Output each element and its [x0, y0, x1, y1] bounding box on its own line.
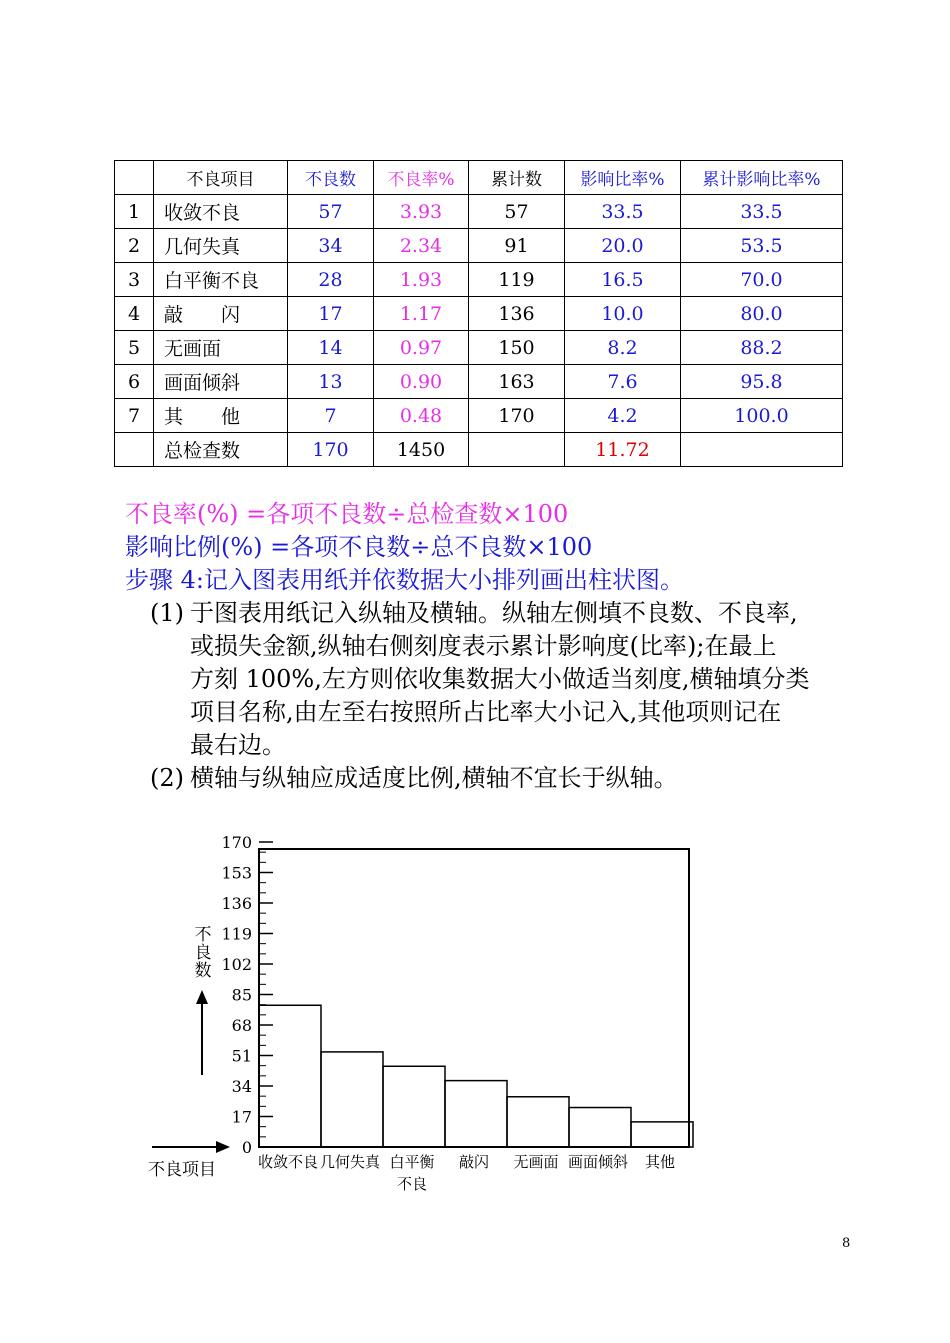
y-tick-label: 170 — [221, 833, 252, 852]
table-cell-index: 6 — [115, 365, 154, 399]
y-tick-label: 119 — [221, 924, 252, 944]
x-axis-arrowhead — [216, 1141, 230, 1153]
x-category-label: 几何失真 — [319, 1153, 381, 1171]
impact-ratio-formula: 影响比例(%) =各项不良数÷总不良数×100 — [125, 533, 593, 561]
table-cell-cumulative: 163 — [469, 365, 565, 399]
bar — [631, 1122, 693, 1147]
table-cell-defects: 14 — [288, 331, 374, 365]
table-cell-ratio: 16.5 — [565, 263, 681, 297]
bar — [569, 1108, 631, 1147]
y-tick-label: 153 — [221, 863, 252, 883]
header-cell-defects: 不良数 — [288, 161, 374, 195]
table-cell-defects: 17 — [288, 297, 374, 331]
table-cell-item: 几何失真 — [154, 229, 288, 263]
item1-line: 或损失金额,纵轴右侧刻度表示累计影响度(比率);在最上 — [190, 632, 777, 660]
table-cell-index: 4 — [115, 297, 154, 331]
table-cell-rate: 1.17 — [374, 297, 469, 331]
table-cell-index: 1 — [115, 195, 154, 229]
step4-heading: 步骤 4:记入图表用纸并依数据大小排列画出柱状图。 — [125, 566, 684, 594]
table-cell-index: 5 — [115, 331, 154, 365]
table-cell-defects: 7 — [288, 399, 374, 433]
x-category-label: 白平衡 — [389, 1153, 435, 1171]
table-cell-cum-ratio: 53.5 — [681, 229, 843, 263]
table-cell-defects: 13 — [288, 365, 374, 399]
bar — [383, 1066, 445, 1147]
table-cell-cum-ratio: 100.0 — [681, 399, 843, 433]
table-cell-cum-ratio: 80.0 — [681, 297, 843, 331]
table-cell-rate: 3.93 — [374, 195, 469, 229]
table-cell-total-inspected: 1450 — [374, 433, 469, 467]
table-cell-defects: 28 — [288, 263, 374, 297]
x-axis-title: 不良项目 — [148, 1160, 216, 1180]
y-tick-label: 68 — [231, 1016, 252, 1035]
table-cell-rate: 1.93 — [374, 263, 469, 297]
table-cell-cum-ratio: 33.5 — [681, 195, 843, 229]
table-cell-cumulative: 136 — [469, 297, 565, 331]
defect-rate-formula: 不良率(%) =各项不良数÷总检查数×100 — [125, 500, 569, 528]
y-axis-title: 数 — [194, 961, 212, 981]
y-tick-label: 136 — [221, 894, 252, 913]
table-cell-ratio: 33.5 — [565, 195, 681, 229]
table-cell-item: 白平衡不良 — [154, 263, 288, 297]
plot-frame — [259, 849, 689, 1147]
table-cell-cumulative: 150 — [469, 331, 565, 365]
item2-marker: (2) — [150, 764, 184, 792]
y-axis-title: 良 — [194, 943, 212, 963]
y-tick-label: 0 — [241, 1138, 252, 1157]
table-cell-total-label: 总检查数 — [154, 433, 288, 467]
table-cell-cum-ratio: 88.2 — [681, 331, 843, 365]
x-category-label: 画面倾斜 — [567, 1153, 629, 1171]
table-cell-cumulative: 119 — [469, 263, 565, 297]
header-cell-cum-ratio: 累计影响比率% — [681, 161, 843, 195]
y-tick-label: 85 — [231, 985, 252, 1005]
item1-line: 方刻 100%,左方则依收集数据大小做适当刻度,横轴填分类 — [190, 665, 810, 693]
table-cell-rate: 2.34 — [374, 229, 469, 263]
table-cell-ratio: 7.6 — [565, 365, 681, 399]
table-cell-cumulative: 170 — [469, 399, 565, 433]
bar — [445, 1081, 507, 1147]
table-cell-item: 收敛不良 — [154, 195, 288, 229]
header-cell-ratio: 影响比率% — [565, 161, 681, 195]
page-number: 8 — [842, 1236, 851, 1251]
x-category-label: 无画面 — [513, 1153, 559, 1171]
y-axis-arrowhead — [196, 990, 208, 1004]
table-cell-cumulative: 91 — [469, 229, 565, 263]
item1-line: 于图表用纸记入纵轴及横轴。纵轴左侧填不良数、不良率, — [190, 599, 798, 627]
item1-marker: (1) — [150, 599, 184, 627]
table-cell-item: 画面倾斜 — [154, 365, 288, 399]
table-cell-item: 其 他 — [154, 399, 288, 433]
y-tick-label: 51 — [231, 1046, 252, 1066]
table-cell-rate: 0.90 — [374, 365, 469, 399]
table-cell-ratio: 10.0 — [565, 297, 681, 331]
table-cell-defects: 57 — [288, 195, 374, 229]
x-category-label: 不良 — [396, 1175, 428, 1193]
header-cell-cumulative: 累计数 — [469, 161, 565, 195]
x-category-label: 收敛不良 — [257, 1153, 319, 1171]
bar — [507, 1097, 569, 1147]
table-cell-cum-ratio: 70.0 — [681, 263, 843, 297]
table-cell-index: 2 — [115, 229, 154, 263]
table-cell-ratio: 8.2 — [565, 331, 681, 365]
item1-line: 最右边。 — [190, 731, 286, 759]
table-cell-index: 3 — [115, 263, 154, 297]
x-category-label: 其他 — [644, 1153, 676, 1171]
table-cell-index: 7 — [115, 399, 154, 433]
y-tick-label: 102 — [221, 955, 252, 974]
table-cell-defects: 34 — [288, 229, 374, 263]
table-cell-total-defects: 170 — [288, 433, 374, 467]
header-cell-rate: 不良率% — [374, 161, 469, 195]
table-cell-cumulative: 57 — [469, 195, 565, 229]
bar — [321, 1052, 383, 1147]
item1-line: 项目名称,由左至右按照所占比率大小记入,其他项则记在 — [190, 698, 782, 726]
table-cell-total-ratio: 11.72 — [565, 433, 681, 467]
table-cell-cum-ratio: 95.8 — [681, 365, 843, 399]
table-cell-rate: 0.48 — [374, 399, 469, 433]
table-cell-item: 无画面 — [154, 331, 288, 365]
table-cell-item: 敲 闪 — [154, 297, 288, 331]
item2-text: 横轴与纵轴应成适度比例,横轴不宜长于纵轴。 — [190, 764, 678, 792]
table-cell-ratio: 20.0 — [565, 229, 681, 263]
y-axis-title: 不 — [194, 925, 212, 945]
bar — [259, 1005, 321, 1147]
y-tick-label: 17 — [231, 1107, 252, 1127]
header-cell-item: 不良项目 — [154, 161, 288, 195]
table-cell-rate: 0.97 — [374, 331, 469, 365]
y-tick-label: 34 — [231, 1077, 252, 1096]
x-category-label: 敲闪 — [458, 1153, 490, 1171]
table-cell-ratio: 4.2 — [565, 399, 681, 433]
